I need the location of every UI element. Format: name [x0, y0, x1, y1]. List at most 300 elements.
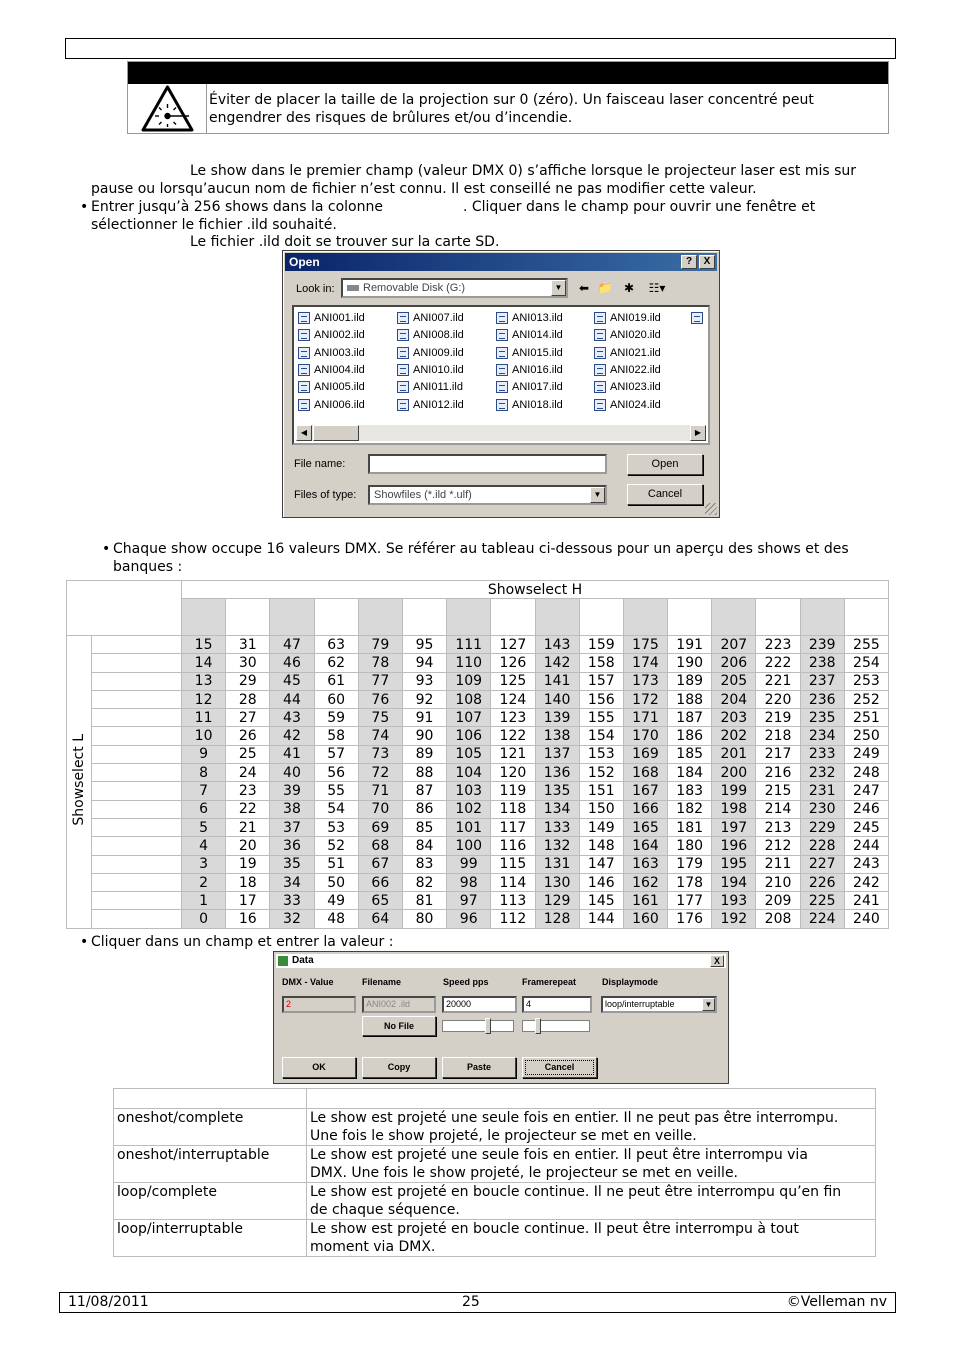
dmx-value-cell: 212 [756, 837, 800, 855]
dmx-value-cell: 10 [182, 727, 226, 745]
dmx-value-cell: 100 [447, 837, 491, 855]
dmx-value-cell: 61 [314, 672, 358, 690]
row-label-cell [92, 837, 182, 855]
dmx-value-cell: 65 [358, 892, 402, 910]
dmx-value-cell: 238 [800, 654, 844, 672]
file-icon [298, 329, 310, 341]
dmx-value-cell: 191 [668, 636, 712, 654]
bank-header-cell [358, 599, 402, 636]
para-dmx-values-line2: banques : [113, 559, 183, 575]
table-corner-cell [67, 581, 182, 636]
page-footer [59, 1292, 896, 1313]
file-item[interactable] [592, 379, 661, 395]
mode-row [114, 1183, 876, 1220]
dmx-value-cell: 14 [182, 654, 226, 672]
dmx-value-cell: 12 [182, 690, 226, 708]
dmx-value-cell: 123 [491, 709, 535, 727]
dmx-value-cell: 236 [800, 690, 844, 708]
dmx-value-cell: 2 [182, 873, 226, 891]
dmx-value-cell: 246 [844, 800, 888, 818]
mode-name: loop/interruptable [114, 1220, 307, 1257]
dmx-value-cell: 222 [756, 654, 800, 672]
copy-button[interactable]: Copy [362, 1057, 436, 1078]
dmx-value-cell: 93 [402, 672, 446, 690]
file-icon [496, 399, 508, 411]
file-item[interactable] [395, 397, 464, 413]
file-icon [594, 399, 606, 411]
scroll-thumb[interactable] [313, 425, 359, 441]
cancel-button[interactable]: Cancel [627, 484, 703, 505]
dmx-value-cell: 142 [535, 654, 579, 672]
dmx-value-cell: 131 [535, 855, 579, 873]
dmx-value-cell: 138 [535, 727, 579, 745]
dmx-value-cell: 37 [270, 818, 314, 836]
dmx-value-cell: 255 [844, 636, 888, 654]
dmx-value-cell: 45 [270, 672, 314, 690]
dmx-value-cell: 46 [270, 654, 314, 672]
dmx-value-cell: 42 [270, 727, 314, 745]
dmx-value-cell: 57 [314, 745, 358, 763]
files-of-type-label: Files of type: [294, 489, 357, 501]
dmx-value-cell: 239 [800, 636, 844, 654]
file-item[interactable] [296, 362, 365, 378]
dmx-value-cell: 39 [270, 782, 314, 800]
chevron-down-icon[interactable]: ▼ [702, 998, 715, 1011]
file-item[interactable] [494, 379, 563, 395]
files-of-type-select[interactable] [368, 485, 607, 505]
dmx-value-cell: 254 [844, 654, 888, 672]
file-icon [594, 364, 606, 376]
dmx-value-cell: 234 [800, 727, 844, 745]
file-name: ANI017.ild [512, 381, 563, 394]
dmx-value-cell: 204 [712, 690, 756, 708]
dmx-value-cell: 187 [668, 709, 712, 727]
file-icon [397, 364, 409, 376]
dmx-value-cell: 137 [535, 745, 579, 763]
dmx-value-cell: 7 [182, 782, 226, 800]
dmx-value-cell: 118 [491, 800, 535, 818]
dmx-value-cell: 253 [844, 672, 888, 690]
dmx-value-cell: 20 [226, 837, 270, 855]
file-icon [298, 381, 310, 393]
file-item[interactable] [494, 310, 563, 326]
look-in-label: Look in: [296, 283, 335, 295]
file-item[interactable] [395, 327, 464, 343]
dmx-value-cell: 6 [182, 800, 226, 818]
data-dialog-titlebar [276, 954, 726, 968]
dmx-value-cell: 197 [712, 818, 756, 836]
para-default-show-line2: pause ou lorsqu’aucun nom de fichier n’est connu. Il est conseillé ne pas modifier cette valeur. [91, 181, 757, 197]
dmx-value-cell: 51 [314, 855, 358, 873]
no-file-button[interactable]: No File [362, 1016, 436, 1036]
dmx-value-cell: 231 [800, 782, 844, 800]
dmx-value-cell: 252 [844, 690, 888, 708]
dmx-value-cell: 223 [756, 636, 800, 654]
dmx-value-cell: 210 [756, 873, 800, 891]
framerepeat-label: Framerepeat [522, 977, 577, 987]
open-button[interactable]: Open [627, 454, 703, 475]
dmx-value-cell: 54 [314, 800, 358, 818]
mode-description [307, 1109, 876, 1146]
file-name: ANI013.ild [512, 312, 563, 324]
file-item[interactable] [592, 310, 661, 326]
dmx-value-cell: 122 [491, 727, 535, 745]
file-item[interactable] [494, 362, 563, 378]
dmx-value-cell: 157 [579, 672, 623, 690]
close-button[interactable]: X [710, 955, 724, 967]
dmx-value-cell: 245 [844, 818, 888, 836]
row-label-cell [92, 745, 182, 763]
dmx-value-cell: 102 [447, 800, 491, 818]
dmx-value-cell: 105 [447, 745, 491, 763]
framerepeat-slider[interactable] [522, 1020, 590, 1032]
data-dialog-title: Data [292, 955, 314, 966]
dmx-value-cell: 226 [800, 873, 844, 891]
chevron-down-icon[interactable]: ▼ [590, 487, 605, 503]
new-folder-icon[interactable]: ✱ [623, 281, 635, 295]
dmx-value-cell: 73 [358, 745, 402, 763]
dmx-value-cell: 192 [712, 910, 756, 928]
dmx-value-cell: 111 [447, 636, 491, 654]
dmx-value-cell: 53 [314, 818, 358, 836]
dmx-value-cell: 158 [579, 654, 623, 672]
ok-button[interactable]: OK [282, 1057, 356, 1078]
dmx-value-cell: 128 [535, 910, 579, 928]
file-icon [397, 312, 409, 324]
row-label-cell [92, 910, 182, 928]
modes-header-cell [114, 1089, 307, 1109]
dmx-value-cell: 242 [844, 873, 888, 891]
dmx-value-cell: 154 [579, 727, 623, 745]
dmx-value-cell: 216 [756, 764, 800, 782]
showselect-l-header [67, 636, 92, 929]
dmx-value-cell: 200 [712, 764, 756, 782]
row-label-cell [92, 800, 182, 818]
row-label-cell [92, 727, 182, 745]
dmx-value-cell: 186 [668, 727, 712, 745]
para-default-show-line1: Le show dans le premier champ (valeur DMX 0) s’affiche lorsque le projecteur laser est mis sur [190, 163, 857, 179]
dmx-show-table [66, 580, 889, 929]
row-label-cell [92, 654, 182, 672]
dmx-value-cell: 206 [712, 654, 756, 672]
dmx-value-cell: 244 [844, 837, 888, 855]
dmx-value-cell: 13 [182, 672, 226, 690]
warning-title-bar [128, 62, 888, 84]
dmx-value-cell: 68 [358, 837, 402, 855]
dmx-value-cell: 95 [402, 636, 446, 654]
mode-name: oneshot/complete [114, 1109, 307, 1146]
open-dialog-title: Open [289, 255, 320, 269]
dmx-value-cell: 250 [844, 727, 888, 745]
file-item[interactable] [592, 345, 661, 361]
dmx-value-cell: 224 [800, 910, 844, 928]
file-name: ANI023.ild [610, 381, 661, 394]
dmx-value-cell: 218 [756, 727, 800, 745]
resize-grip-icon[interactable] [705, 503, 717, 515]
mode-name: oneshot/interruptable [114, 1146, 307, 1183]
file-icon [594, 329, 606, 341]
dmx-value-cell: 173 [623, 672, 667, 690]
table-row [67, 818, 889, 836]
dmx-value-cell: 164 [623, 837, 667, 855]
file-name-input[interactable] [368, 454, 607, 474]
dmx-value-cell: 211 [756, 855, 800, 873]
dmx-value-cell: 116 [491, 837, 535, 855]
dmx-value-cell: 162 [623, 873, 667, 891]
dmx-value-cell: 27 [226, 709, 270, 727]
cancel-button[interactable]: Cancel [522, 1057, 597, 1078]
para-enter-shows-part1: Entrer jusqu’à 256 shows dans la colonne [91, 199, 383, 215]
row-label-cell [92, 709, 182, 727]
mode-row [114, 1109, 876, 1146]
back-arrow-icon[interactable]: ⬅ [578, 281, 590, 295]
page-header-box [65, 38, 896, 59]
dmx-value-cell: 35 [270, 855, 314, 873]
row-label-cell [92, 873, 182, 891]
footer-page-number: 25 [462, 1294, 480, 1310]
dmx-value-cell: 113 [491, 892, 535, 910]
para-enter-shows [91, 198, 815, 216]
filename-field[interactable]: ANI002 .ild [362, 996, 436, 1013]
showselect-h-header: Showselect H [182, 581, 889, 599]
file-item[interactable] [494, 345, 563, 361]
dmx-value-cell: 183 [668, 782, 712, 800]
file-item[interactable] [395, 345, 464, 361]
open-dialog-titlebar [285, 253, 717, 271]
dmx-value-cell: 31 [226, 636, 270, 654]
row-label-cell [92, 672, 182, 690]
look-in-select[interactable] [341, 278, 568, 298]
file-name: ANI022.ild [610, 363, 661, 376]
dmx-value-cell: 240 [844, 910, 888, 928]
file-icon [298, 312, 310, 324]
dmx-value-cell: 155 [579, 709, 623, 727]
dmx-value-cell: 243 [844, 855, 888, 873]
dmx-value-cell: 33 [270, 892, 314, 910]
close-button[interactable]: X [699, 255, 715, 269]
dmx-value-cell: 249 [844, 745, 888, 763]
dmx-value-cell: 248 [844, 764, 888, 782]
dmx-value-cell: 143 [535, 636, 579, 654]
dmx-value-cell: 207 [712, 636, 756, 654]
dmx-value-cell: 77 [358, 672, 402, 690]
dmx-value-cell: 30 [226, 654, 270, 672]
file-icon [298, 347, 310, 359]
dmx-value-cell: 160 [623, 910, 667, 928]
row-label-cell [92, 892, 182, 910]
dmx-value-cell: 133 [535, 818, 579, 836]
dmx-value-cell: 40 [270, 764, 314, 782]
file-name: ANI007.ild [413, 312, 464, 324]
bank-header-cell [756, 599, 800, 636]
file-item[interactable] [296, 345, 365, 361]
speed-slider-thumb[interactable] [485, 1018, 491, 1034]
dmx-value-cell: 17 [226, 892, 270, 910]
file-item[interactable] [296, 379, 365, 395]
dmx-value-cell: 55 [314, 782, 358, 800]
dmx-value-cell: 217 [756, 745, 800, 763]
dmx-value-cell: 227 [800, 855, 844, 873]
file-item[interactable] [395, 379, 463, 395]
dmx-value-cell: 213 [756, 818, 800, 836]
dmx-value-cell: 44 [270, 690, 314, 708]
dmx-value-cell: 134 [535, 800, 579, 818]
file-icon [397, 347, 409, 359]
dmx-value-cell: 18 [226, 873, 270, 891]
dmx-value-cell: 86 [402, 800, 446, 818]
horizontal-scrollbar[interactable] [296, 425, 706, 441]
dmx-value-cell: 167 [623, 782, 667, 800]
file-list[interactable] [292, 305, 710, 445]
file-item[interactable] [592, 362, 661, 378]
warning-text: Éviter de placer la taille de la projection sur 0 (zéro). Un faisceau laser concentré peut engendrer des risques de brûlures et/ou d’incendie. [209, 92, 814, 126]
dmx-value-cell: 9 [182, 745, 226, 763]
scroll-right-icon[interactable]: ▶ [690, 425, 706, 441]
dmx-value-cell: 16 [226, 910, 270, 928]
dmx-value-cell: 165 [623, 818, 667, 836]
file-item[interactable] [494, 327, 563, 343]
speed-slider[interactable] [442, 1020, 514, 1032]
file-name: ANI019.ild [610, 312, 661, 324]
dmx-value-cell: 235 [800, 709, 844, 727]
file-name: ANI020.ild [610, 329, 661, 342]
dmx-value-cell: 4 [182, 837, 226, 855]
file-name: ANI015.ild [512, 346, 563, 359]
dmx-value-cell: 119 [491, 782, 535, 800]
bank-header-cell [491, 599, 535, 636]
view-menu-icon[interactable]: ☷▾ [648, 281, 666, 295]
dmx-value-cell: 144 [579, 910, 623, 928]
modes-header-cell [307, 1089, 876, 1109]
dmx-value-cell: 153 [579, 745, 623, 763]
speed-input[interactable]: 20000 [442, 996, 517, 1013]
dmx-value-cell: 202 [712, 727, 756, 745]
dmx-value-cell: 78 [358, 654, 402, 672]
file-item[interactable] [592, 327, 661, 343]
dmx-value-cell: 219 [756, 709, 800, 727]
file-item[interactable] [296, 327, 365, 343]
dmx-value-cell: 176 [668, 910, 712, 928]
dmx-value-cell: 172 [623, 690, 667, 708]
row-label-cell [92, 764, 182, 782]
dmx-value-cell: 126 [491, 654, 535, 672]
dmx-value-cell: 175 [623, 636, 667, 654]
file-icon [594, 312, 606, 324]
dmx-value-cell: 161 [623, 892, 667, 910]
dmx-value-cell: 149 [579, 818, 623, 836]
framerepeat-slider-thumb[interactable] [535, 1018, 541, 1034]
displaymode-value: loop/interruptable [605, 999, 675, 1009]
showselect-l-label: Showselect L [71, 734, 87, 826]
dmx-value-cell: 112 [491, 910, 535, 928]
file-icon [594, 381, 606, 393]
dmx-value-cell: 117 [491, 818, 535, 836]
displaymode-select[interactable] [601, 996, 717, 1013]
dmx-value-cell: 87 [402, 782, 446, 800]
file-item[interactable] [395, 362, 464, 378]
mode-description-line2: Une fois le show projeté, le projecteur se met en veille. [310, 1128, 697, 1144]
dmx-value-cell: 43 [270, 709, 314, 727]
mode-row [114, 1146, 876, 1183]
dmx-value-cell: 141 [535, 672, 579, 690]
dmx-value-cell: 1 [182, 892, 226, 910]
dmx-value-cell: 76 [358, 690, 402, 708]
file-overflow-column [689, 310, 709, 326]
table-row [67, 782, 889, 800]
dmx-value-cell: 96 [447, 910, 491, 928]
file-name: ANI006.ild [314, 398, 365, 411]
mode-description-line1: Le show est projeté une seule fois en entier. Il ne peut pas être interrompu. [310, 1110, 839, 1126]
dmx-value-cell: 60 [314, 690, 358, 708]
dmx-value-cell: 205 [712, 672, 756, 690]
file-item[interactable] [395, 310, 464, 326]
file-icon [496, 381, 508, 393]
help-button[interactable]: ? [681, 255, 697, 269]
table-row [67, 690, 889, 708]
dmx-value-cell: 89 [402, 745, 446, 763]
bank-header-cell [800, 599, 844, 636]
file-item[interactable] [296, 310, 365, 326]
dmx-value-cell: 104 [447, 764, 491, 782]
dmx-value-cell: 34 [270, 873, 314, 891]
laser-warning-box [127, 61, 889, 134]
dmx-value-cell: 103 [447, 782, 491, 800]
file-name: ANI024.ild [610, 398, 661, 411]
filename-label: Filename [362, 977, 402, 987]
file-icon [496, 312, 508, 324]
dmx-value-cell: 84 [402, 837, 446, 855]
dmx-value-cell: 169 [623, 745, 667, 763]
mode-description-line2: moment via DMX. [310, 1239, 436, 1255]
dmx-value-cell: 178 [668, 873, 712, 891]
dmx-value-cell: 136 [535, 764, 579, 782]
file-item[interactable] [592, 397, 661, 413]
file-item[interactable] [494, 397, 563, 413]
file-name: ANI001.ild [314, 312, 365, 324]
dmx-value-cell: 145 [579, 892, 623, 910]
dmx-value-cell: 99 [447, 855, 491, 873]
data-app-icon [278, 956, 288, 966]
speed-label: Speed pps [443, 977, 489, 987]
scroll-left-icon[interactable]: ◀ [296, 425, 312, 441]
file-icon [397, 381, 409, 393]
file-item[interactable] [296, 397, 365, 413]
dmx-value-cell: 88 [402, 764, 446, 782]
dmx-value-cell: 228 [800, 837, 844, 855]
file-icon [298, 399, 310, 411]
dmx-value-cell: 5 [182, 818, 226, 836]
mode-description-line1: Le show est projeté une seule fois en entier. Il peut être interrompu via [310, 1147, 808, 1163]
dmx-value-cell: 52 [314, 837, 358, 855]
dmx-value-cell: 98 [447, 873, 491, 891]
dmx-value-cell: 179 [668, 855, 712, 873]
file-name-label: File name: [294, 458, 346, 470]
dmx-value-cell: 121 [491, 745, 535, 763]
framerepeat-input[interactable]: 4 [522, 996, 592, 1013]
up-folder-icon[interactable]: 📁 [597, 281, 613, 295]
dmx-value-cell: 184 [668, 764, 712, 782]
footer-copyright: ©Velleman nv [786, 1294, 887, 1310]
file-icon [594, 347, 606, 359]
dmx-value-cell: 181 [668, 818, 712, 836]
chevron-down-icon[interactable]: ▼ [551, 280, 566, 296]
dmx-value-cell: 3 [182, 855, 226, 873]
dmx-value-cell: 251 [844, 709, 888, 727]
file-name: ANI009.ild [413, 346, 464, 359]
look-in-value: Removable Disk (G:) [363, 282, 466, 294]
paste-button[interactable]: Paste [442, 1057, 516, 1078]
mode-description [307, 1183, 876, 1220]
